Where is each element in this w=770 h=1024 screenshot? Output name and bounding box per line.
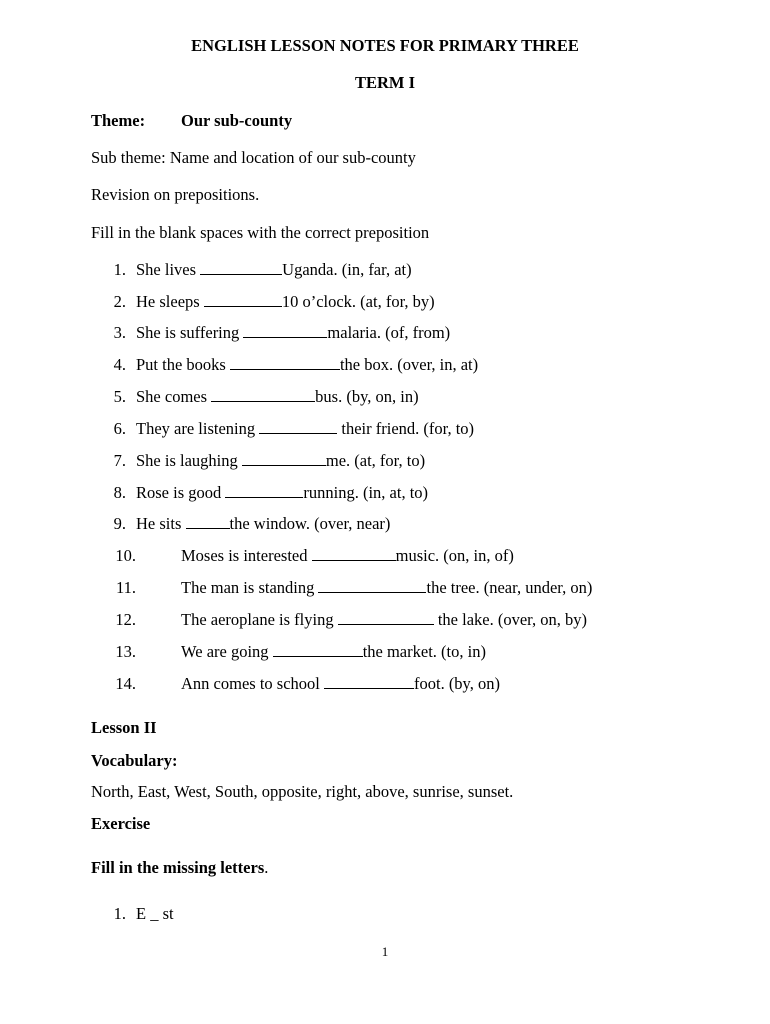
answer-blank [211, 387, 315, 402]
item-number: 1. [113, 904, 126, 923]
missing-letters-instruction: Fill in the missing letters. [91, 858, 269, 877]
item-number: 14. [115, 674, 136, 693]
item-number: 6. [113, 419, 126, 438]
page-number: 1 [381, 944, 389, 959]
term-heading: TERM I [354, 73, 416, 92]
item-number: 10. [115, 546, 136, 565]
item-number: 8. [113, 483, 126, 502]
theme-label: Theme: [91, 111, 146, 130]
item-number: 4. [113, 355, 126, 374]
item-number: 13. [115, 642, 136, 661]
exercise-instruction: Fill in the blank spaces with the correct preposition [91, 223, 430, 242]
answer-blank [225, 483, 303, 498]
item-number: 5. [113, 387, 126, 406]
item-number: 1. [113, 260, 126, 279]
answer-blank [243, 323, 327, 338]
document-title: ENGLISH LESSON NOTES FOR PRIMARY THREE [191, 36, 579, 55]
answer-blank [324, 674, 414, 689]
answer-blank [338, 610, 434, 625]
answer-blank [230, 355, 340, 370]
answer-blank [186, 514, 230, 529]
lesson-heading: Lesson II [91, 718, 157, 737]
exercise-heading: Exercise [91, 814, 151, 833]
theme-value: Our sub-county [181, 111, 293, 130]
answer-blank [242, 451, 326, 466]
item-number: 3. [113, 323, 126, 342]
answer-blank [204, 292, 282, 307]
vocabulary-heading: Vocabulary: [91, 751, 178, 770]
item-number: 2. [113, 292, 126, 311]
answer-blank [259, 419, 337, 434]
revision-text: Revision on prepositions. [91, 185, 260, 204]
item-number: 12. [115, 610, 136, 629]
answer-blank [318, 578, 426, 593]
item-number: 7. [113, 451, 126, 470]
item-number: 11. [115, 578, 136, 597]
missing-letters-word: E _ st [136, 904, 174, 923]
answer-blank [312, 546, 396, 561]
document-page: ENGLISH LESSON NOTES FOR PRIMARY THREE TERM I Theme: Our sub-county Sub theme: Name and location of our sub-county Revision on prepositions. Fill in the blank spaces with the correct preposition 1. She lives Uganda. (in, far, at) 2. He sleeps 10 o’clock. (at, for, by) 3. She is suffering malaria. (of, from) 4. Put the books the box. (over, in, at) 5. She comes bus. (by, on, in) 6. They are listening their friend. (for, to) 7. She is laughing me. (at, for, to) 8. Rose is good running. (in, at, to) 9. He sits the window. (over, near) 10. Moses is interested music. (on, in, of) 11. The man is standing the tree. (near, under, on) 12. The aeroplane is flying the lake. (over, on, by) 13. We are going the market. (to, in) 14. Ann comes to school foot. (by, on) Lesson II Vocabulary: North, East, West, South, opposite, right, above, sunrise, sunset. Exercise Fill in the missing letters. 1. E _ st 1 [0, 0, 770, 1024]
answer-blank [273, 642, 363, 657]
vocabulary-words: North, East, West, South, opposite, right, above, sunrise, sunset. [91, 782, 514, 801]
answer-blank [200, 260, 282, 275]
item-number: 9. [113, 514, 126, 533]
sub-theme: Sub theme: Name and location of our sub-county [91, 148, 416, 167]
